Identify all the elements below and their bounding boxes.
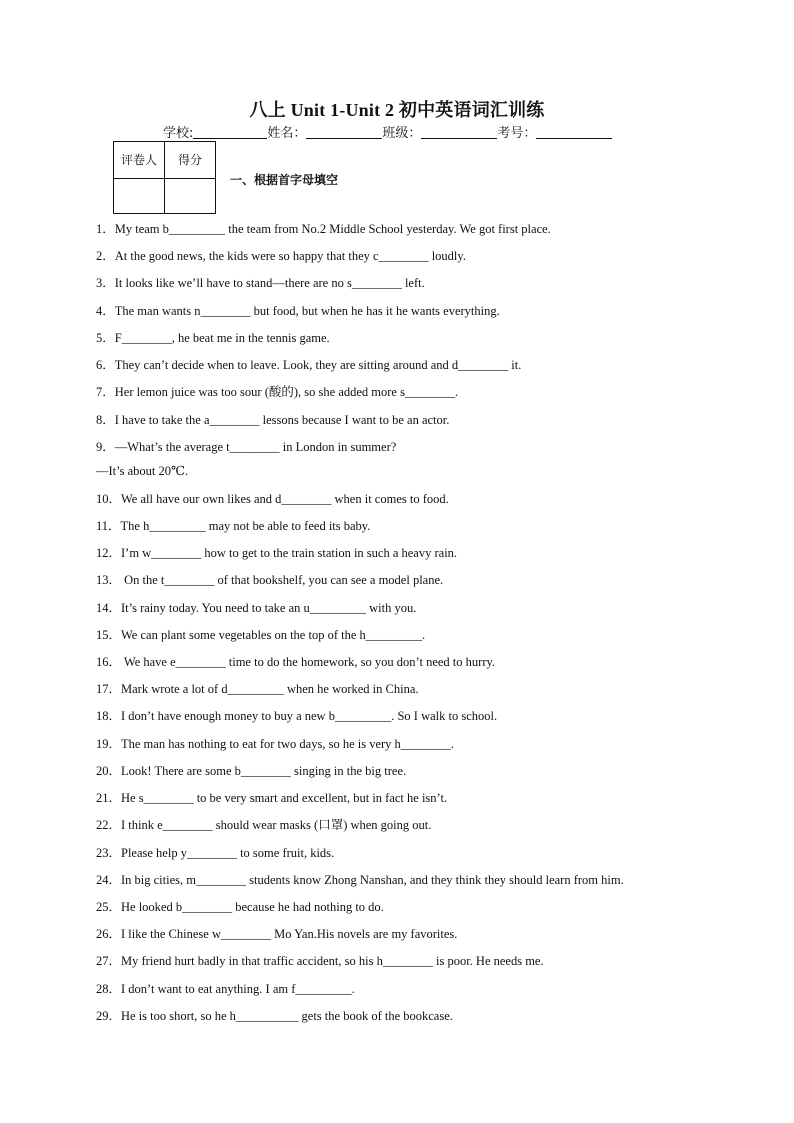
- exam-number-label: 考号：: [497, 126, 537, 141]
- section-heading: 一、根据首字母填空: [230, 173, 339, 187]
- name-label: 姓名：: [267, 126, 307, 141]
- question-item: 13． On the t________ of that bookshelf, you can see a model plane.: [96, 573, 444, 587]
- question-item: 18．I don’t have enough money to buy a new b_________. So I walk to school.: [96, 709, 498, 723]
- page-title: 八上 Unit 1-Unit 2 初中英语词汇训练: [249, 100, 545, 120]
- question-item: 25．He looked b________ because he had nothing to do.: [96, 900, 384, 914]
- question-item: 22．I think e________ should wear masks (口罩) when going out.: [96, 818, 432, 832]
- grader-header: 评卷人: [114, 142, 165, 179]
- question-item: 26．I like the Chinese w________ Mo Yan.His novels are my favorites.: [96, 927, 458, 941]
- question-item: 9．—What’s the average t________ in London in summer?: [96, 440, 397, 454]
- exam-number-blank[interactable]: [536, 125, 612, 139]
- question-item: 8．I have to take the a________ lessons because I want to be an actor.: [96, 413, 450, 427]
- question-item: 6．They can’t decide when to leave. Look, they are sitting around and d________ it.: [96, 358, 522, 372]
- question-item: 15．We can plant some vegetables on the top of the h_________.: [96, 628, 426, 642]
- question-item: 21．He s________ to be very smart and excellent, but in fact he isn’t.: [96, 791, 448, 805]
- question-item: —It’s about 20℃.: [96, 464, 189, 478]
- question-item: 17．Mark wrote a lot of d_________ when he worked in China.: [96, 682, 419, 696]
- question-item: 24．In big cities, m________ students know Zhong Nanshan, and they think they should learn from him.: [96, 873, 624, 887]
- question-item: 12．I’m w________ how to get to the train station in such a heavy rain.: [96, 546, 458, 560]
- question-item: 28．I don’t want to eat anything. I am f_________.: [96, 982, 355, 996]
- question-item: 19．The man has nothing to eat for two days, so he is very h________.: [96, 737, 454, 751]
- student-info-line: [163, 122, 612, 141]
- question-item: 29．He is too short, so he h__________ gets the book of the bookcase.: [96, 1009, 453, 1023]
- class-label: 班级：: [382, 126, 422, 141]
- question-item: 23．Please help y________ to some fruit, kids.: [96, 846, 335, 860]
- score-cell[interactable]: [165, 179, 216, 214]
- question-item: 20．Look! There are some b________ singing in the big tree.: [96, 764, 407, 778]
- question-item: 27．My friend hurt badly in that traffic accident, so his h________ is poor. He needs me.: [96, 954, 544, 968]
- question-item: 16． We have e________ time to do the homework, so you don’t need to hurry.: [96, 655, 496, 669]
- question-item: 3．It looks like we’ll have to stand—there are no s________ left.: [96, 276, 425, 290]
- question-item: 2．At the good news, the kids were so happy that they c________ loudly.: [96, 249, 466, 263]
- name-blank[interactable]: [306, 125, 382, 139]
- question-item: 1．My team b_________ the team from No.2 Middle School yesterday. We got first place.: [96, 222, 551, 236]
- question-item: 4．The man wants n________ but food, but when he has it he wants everything.: [96, 304, 500, 318]
- class-blank[interactable]: [421, 125, 497, 139]
- question-item: 7．Her lemon juice was too sour (酸的), so she added more s________.: [96, 385, 459, 399]
- question-item: 11．The h_________ may not be able to feed its baby.: [96, 519, 371, 533]
- question-item: 14．It’s rainy today. You need to take an u_________ with you.: [96, 601, 417, 615]
- question-item: 10．We all have our own likes and d________ when it comes to food.: [96, 492, 449, 506]
- score-header: 得分: [165, 142, 216, 179]
- school-label: 学校:: [163, 126, 194, 141]
- school-blank[interactable]: [193, 125, 267, 139]
- score-table: [113, 141, 216, 214]
- grader-cell[interactable]: [114, 179, 165, 214]
- question-item: 5．F________, he beat me in the tennis game.: [96, 331, 330, 345]
